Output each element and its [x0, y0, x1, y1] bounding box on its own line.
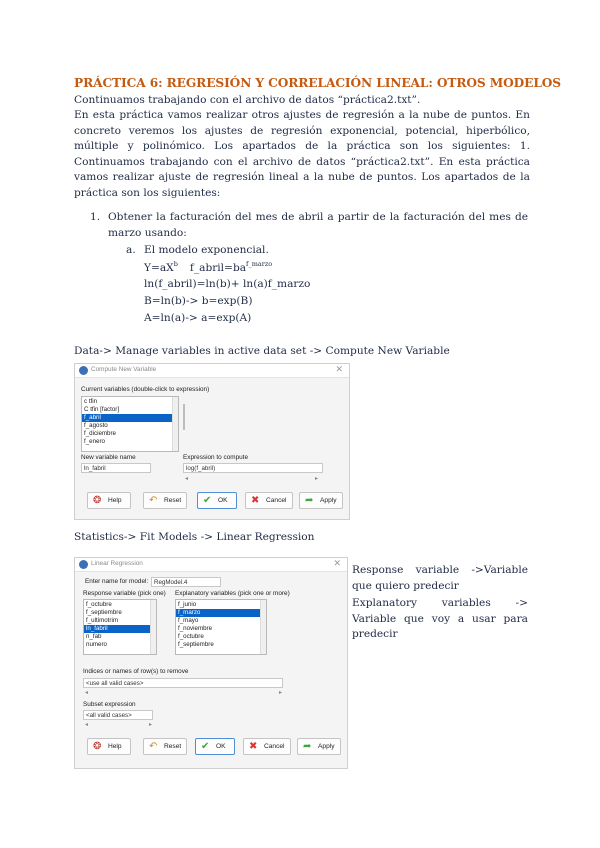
response-listbox[interactable]: [83, 599, 157, 655]
current-variables-label: Current variables (double-click to expression): [81, 386, 210, 393]
compute-new-variable-dialog: [74, 363, 350, 520]
body-paragraph: En esta práctica vamos realizar otros ajustes de regresión a la nube de puntos. En concreto veremos los ajustes de regresión exponencial, potencial, hiperbólico, múltiple y polinómico. Los apartados de la práctica son los siguientes: 1. Continuamos trabajando con el archivo de datos “práctica2.txt”. En esta práctica vamos realizar ajuste de regresión lineal a la nube de puntos. Los apartados de la práctica son los siguientes:: [74, 109, 530, 199]
intro-paragraph: Continuamos trabajando con el archivo de datos “práctica2.txt”.: [74, 94, 421, 106]
explanatory-variables-label: Explanatory variables (pick one or more): [175, 590, 290, 597]
r-logo-icon: [79, 560, 88, 569]
list-item-selected[interactable]: ln_fabril: [84, 625, 150, 633]
menu-path-compute: Data-> Manage variables in active data set -> Compute New Variable: [74, 345, 450, 357]
formula-exponent: b: [173, 260, 178, 268]
model-name-label: Enter name for model:: [85, 578, 149, 585]
scrollbar[interactable]: [150, 600, 156, 654]
scrollbar[interactable]: [260, 600, 266, 654]
expression-input[interactable]: log(f_abril): [183, 463, 323, 473]
list-item[interactable]: f_octubre: [86, 601, 112, 608]
formula-b: B=ln(b)-> b=exp(B): [144, 295, 253, 307]
apply-arrow-icon: ➦: [303, 741, 312, 752]
apply-button[interactable]: ➦ Apply: [299, 492, 343, 509]
reset-icon: ↶: [149, 741, 158, 752]
dialog-title: Compute New Variable: [91, 366, 157, 373]
page-title: PRÁCTICA 6: REGRESIÓN Y CORRELACIÓN LINEAL: OTROS MODELOS: [74, 76, 562, 90]
scroll-left-icon[interactable]: ◂: [185, 476, 189, 482]
apply-button[interactable]: ➦ Apply: [297, 738, 341, 755]
menu-path-regression: Statistics-> Fit Models -> Linear Regression: [74, 531, 315, 543]
cancel-button[interactable]: ✖ Cancel: [245, 492, 293, 509]
new-variable-label: New variable name: [81, 454, 136, 461]
scroll-left-icon[interactable]: ◂: [85, 722, 89, 728]
list-item[interactable]: f_octubre: [178, 633, 204, 640]
list-number: 1.: [90, 211, 101, 223]
list-item[interactable]: f_enero: [84, 438, 105, 445]
help-button[interactable]: ❂ Help: [87, 492, 131, 509]
list-text: El modelo exponencial.: [144, 244, 269, 256]
list-item[interactable]: f_noviembre: [178, 625, 213, 632]
list-text: Obtener la facturación del mes de abril a partir de la facturación del mes de marzo usando:: [108, 211, 528, 239]
subset-label: Subset expression: [83, 701, 136, 708]
scroll-right-icon[interactable]: ▸: [279, 690, 283, 696]
help-button[interactable]: ❂ Help: [87, 738, 131, 755]
list-item-selected[interactable]: f_abril: [82, 414, 172, 422]
dialog-titlebar: [75, 558, 347, 572]
list-item[interactable]: f_diciembre: [84, 430, 116, 437]
list-item[interactable]: numero: [86, 641, 107, 648]
list-item[interactable]: f_septiembre: [86, 609, 122, 616]
r-logo-icon: [79, 366, 88, 375]
rows-remove-input[interactable]: <use all valid cases>: [83, 678, 283, 688]
response-variable-label: Response variable (pick one): [83, 590, 166, 597]
dialog-title: Linear Regression: [91, 560, 143, 567]
list-letter: a.: [126, 244, 136, 256]
cancel-icon: ✖: [249, 741, 258, 752]
checkmark-icon: ✔: [201, 741, 210, 752]
reset-icon: ↶: [149, 495, 158, 506]
close-icon[interactable]: ✕: [335, 364, 343, 374]
formula-rhs-exponent: f_marzo: [246, 260, 273, 268]
formula-a: A=ln(a)-> a=exp(A): [144, 312, 252, 324]
cancel-button[interactable]: ✖ Cancel: [243, 738, 291, 755]
list-item[interactable]: f_agosto: [84, 422, 108, 429]
new-variable-input[interactable]: ln_fabril: [81, 463, 151, 473]
ok-button[interactable]: ✔ OK: [195, 738, 235, 755]
list-item[interactable]: f_junio: [178, 601, 197, 608]
subset-input[interactable]: <all valid cases>: [83, 710, 153, 720]
list-item[interactable]: f_mayo: [178, 617, 199, 624]
divider: [183, 404, 185, 430]
expression-label: Expression to compute: [183, 454, 249, 461]
response-note: Response variable ->Variable que quiero predecir: [352, 564, 528, 592]
formula-lhs: Y=aX: [144, 262, 174, 274]
rows-remove-label: Indices or names of row(s) to remove: [83, 668, 189, 675]
reset-button[interactable]: ↶ Reset: [143, 492, 187, 509]
formula-log: ln(f_abril)=ln(b)+ ln(a)f_marzo: [144, 278, 311, 290]
scrollbar[interactable]: [172, 397, 178, 451]
formula-rhs: f_abril=ba: [189, 262, 247, 274]
variables-listbox[interactable]: [81, 396, 179, 452]
linear-regression-dialog: [74, 557, 348, 769]
close-icon[interactable]: ✕: [333, 558, 341, 568]
help-icon: ❂: [93, 495, 102, 506]
list-item[interactable]: c tfin: [84, 398, 98, 405]
explanatory-listbox[interactable]: [175, 599, 267, 655]
checkmark-icon: ✔: [203, 495, 212, 506]
list-item[interactable]: f_ultimotrim: [86, 617, 118, 624]
formula-model: [144, 260, 272, 274]
list-item[interactable]: f_septiembre: [178, 641, 214, 648]
list-item[interactable]: n_fab: [86, 633, 102, 640]
help-icon: ❂: [93, 741, 102, 752]
list-item[interactable]: C tfin [factor]: [84, 406, 120, 413]
list-item-selected[interactable]: f_marzo: [176, 609, 260, 617]
explanatory-note: Explanatory variables -> Variable que voy a usar para predecir: [352, 597, 528, 641]
scroll-right-icon[interactable]: ▸: [149, 722, 153, 728]
cancel-icon: ✖: [251, 495, 260, 506]
dialog-titlebar: [75, 364, 349, 378]
apply-arrow-icon: ➦: [305, 495, 314, 506]
model-name-input[interactable]: RegModel.4: [151, 577, 221, 587]
scroll-left-icon[interactable]: ◂: [85, 690, 89, 696]
reset-button[interactable]: ↶ Reset: [143, 738, 187, 755]
scroll-right-icon[interactable]: ▸: [315, 476, 319, 482]
ok-button[interactable]: ✔ OK: [197, 492, 237, 509]
